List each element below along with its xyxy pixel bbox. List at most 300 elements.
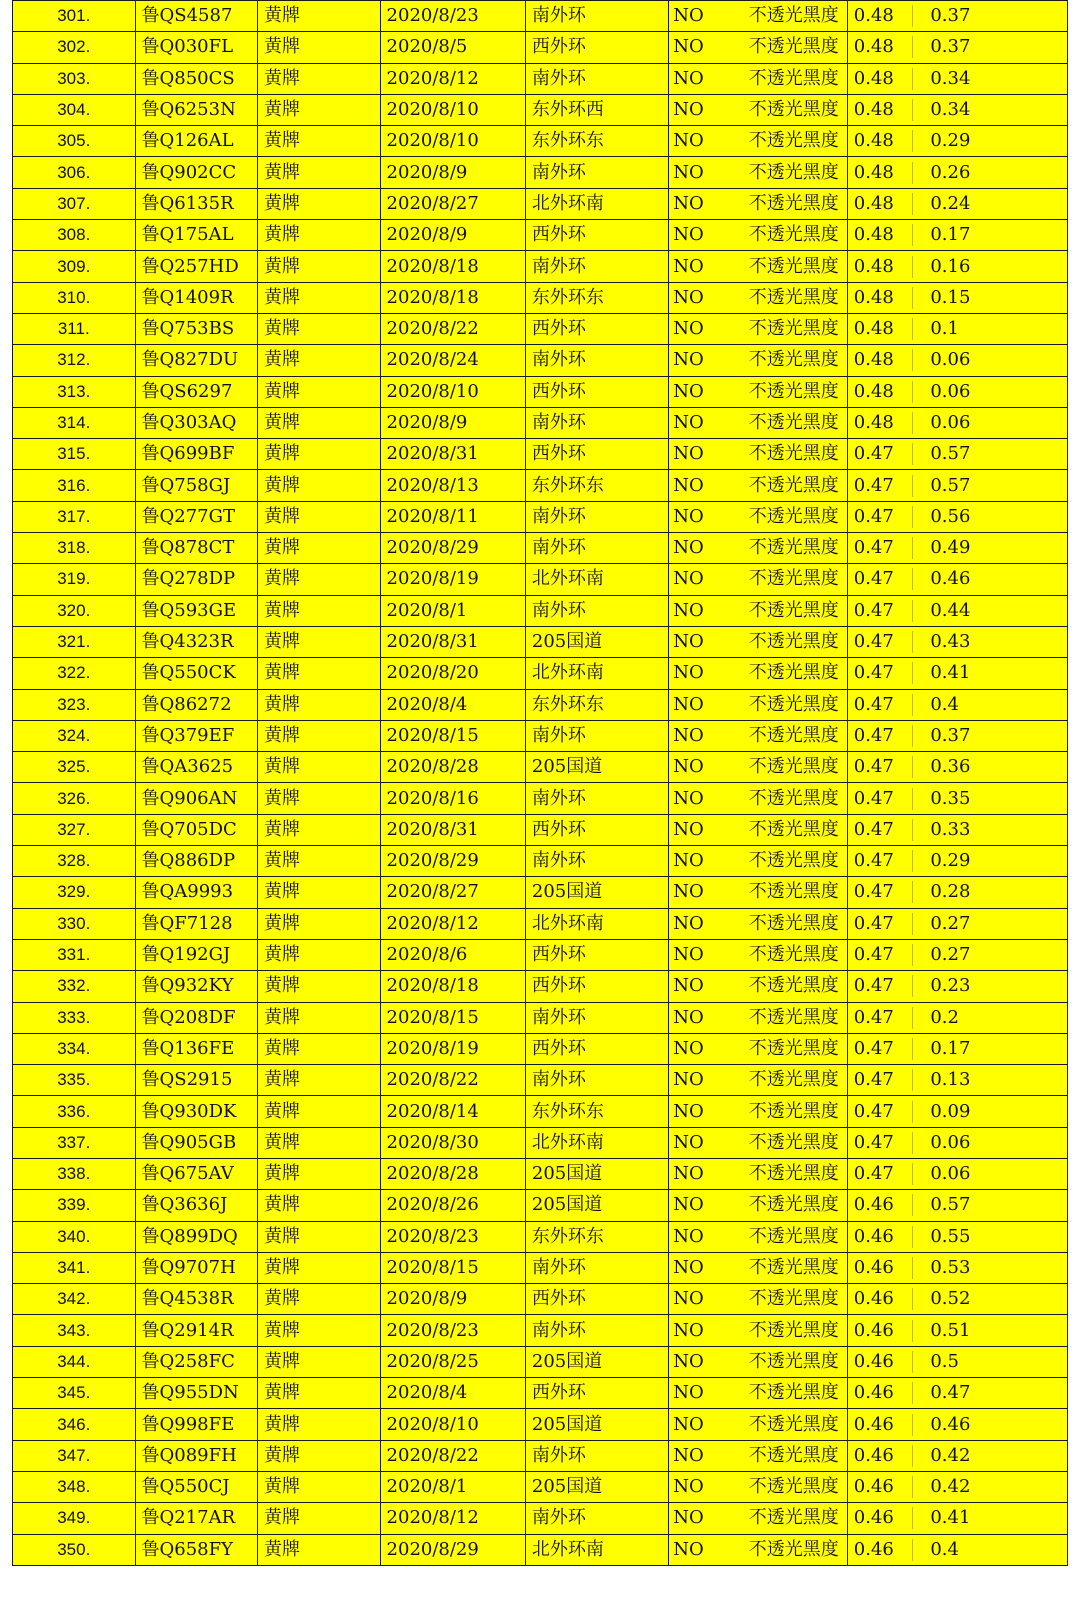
plate-color-cell: 黄牌 <box>258 626 381 657</box>
test-item-cell <box>669 1190 848 1221</box>
plate-color-cell: 黄牌 <box>258 313 381 344</box>
location-cell: 东外环东 <box>525 126 668 157</box>
plate-color-cell: 黄牌 <box>258 877 381 908</box>
location-cell: 南外环 <box>525 783 668 814</box>
date-cell: 2020/8/15 <box>380 720 525 751</box>
plate-number-cell: 鲁Q550CK <box>135 658 258 689</box>
test-item-cell <box>669 501 848 532</box>
plate-color-cell: 黄牌 <box>258 94 381 125</box>
value-separator <box>912 68 913 90</box>
value-separator <box>912 256 913 278</box>
value-secondary: 0.06 <box>930 380 971 402</box>
plate-number-cell: 鲁QF7128 <box>135 908 258 939</box>
test-item-cell <box>669 1221 848 1252</box>
row-index-cell: 337. <box>13 1127 136 1158</box>
test-type: 不透光黑度 <box>748 1194 839 1216</box>
date-cell: 2020/8/5 <box>380 32 525 63</box>
value-primary: 0.48 <box>853 67 894 89</box>
table-row <box>13 626 1068 657</box>
value-separator <box>912 287 913 309</box>
plate-number-cell: 鲁QA3625 <box>135 752 258 783</box>
table-row <box>13 1503 1068 1534</box>
test-type: 不透光黑度 <box>748 1350 839 1372</box>
pollutant-code: NO <box>673 850 704 872</box>
value-separator <box>912 443 913 465</box>
value-separator <box>912 568 913 590</box>
value-secondary: 0.26 <box>930 161 971 183</box>
location-cell: 东外环东 <box>525 1221 668 1252</box>
measured-values-cell <box>847 971 1067 1002</box>
value-primary: 0.48 <box>853 286 894 308</box>
value-primary: 0.47 <box>853 1100 894 1122</box>
test-type: 不透光黑度 <box>748 787 839 809</box>
plate-number-cell: 鲁Q257HD <box>135 251 258 282</box>
location-cell: 205国道 <box>525 1471 668 1502</box>
pollutant-code: NO <box>673 1382 704 1404</box>
plate-number-cell: 鲁Q4538R <box>135 1284 258 1315</box>
pollutant-code: NO <box>673 349 704 371</box>
table-row <box>13 564 1068 595</box>
measured-values-cell <box>847 783 1067 814</box>
plate-number-cell: 鲁Q3636J <box>135 1190 258 1221</box>
pollutant-code: NO <box>673 818 704 840</box>
measured-values-cell <box>847 1033 1067 1064</box>
value-primary: 0.47 <box>853 1163 894 1185</box>
row-index-cell: 316. <box>13 470 136 501</box>
location-cell: 北外环南 <box>525 1127 668 1158</box>
row-index-cell: 309. <box>13 251 136 282</box>
measured-values-cell <box>847 877 1067 908</box>
plate-number-cell: 鲁Q217AR <box>135 1503 258 1534</box>
value-primary: 0.48 <box>853 5 894 27</box>
location-cell: 东外环东 <box>525 470 668 501</box>
measured-values-cell <box>847 1440 1067 1471</box>
value-separator <box>912 662 913 684</box>
date-cell: 2020/8/29 <box>380 846 525 877</box>
value-separator <box>912 694 913 716</box>
value-primary: 0.47 <box>853 881 894 903</box>
location-cell: 205国道 <box>525 877 668 908</box>
date-cell: 2020/8/9 <box>380 220 525 251</box>
value-separator <box>912 5 913 27</box>
value-primary: 0.46 <box>853 1538 894 1560</box>
plate-color-cell: 黄牌 <box>258 1190 381 1221</box>
test-type: 不透光黑度 <box>748 881 839 903</box>
location-cell: 南外环 <box>525 533 668 564</box>
plate-color-cell: 黄牌 <box>258 1065 381 1096</box>
test-item-cell <box>669 1065 848 1096</box>
row-index-cell: 346. <box>13 1409 136 1440</box>
table-row <box>13 1221 1068 1252</box>
location-cell: 南外环 <box>525 1002 668 1033</box>
test-item-cell <box>669 157 848 188</box>
plate-number-cell: 鲁Q277GT <box>135 501 258 532</box>
date-cell: 2020/8/11 <box>380 501 525 532</box>
row-index-cell: 335. <box>13 1065 136 1096</box>
value-separator <box>912 944 913 966</box>
value-separator <box>912 1257 913 1279</box>
plate-color-cell: 黄牌 <box>258 971 381 1002</box>
test-item-cell <box>669 752 848 783</box>
table-body <box>13 1 1068 1566</box>
table-row <box>13 658 1068 689</box>
location-cell: 西外环 <box>525 814 668 845</box>
measured-values-cell <box>847 220 1067 251</box>
location-cell: 南外环 <box>525 1065 668 1096</box>
pollutant-code: NO <box>673 975 704 997</box>
plate-color-cell: 黄牌 <box>258 689 381 720</box>
value-primary: 0.46 <box>853 1350 894 1372</box>
measured-values-cell <box>847 752 1067 783</box>
test-type: 不透光黑度 <box>748 349 839 371</box>
value-secondary: 0.41 <box>930 662 971 684</box>
value-separator <box>912 1445 913 1467</box>
row-index-cell: 340. <box>13 1221 136 1252</box>
plate-number-cell: 鲁Q258FC <box>135 1346 258 1377</box>
test-item-cell <box>669 658 848 689</box>
plate-number-cell: 鲁Q699BF <box>135 439 258 470</box>
value-separator <box>912 36 913 58</box>
table-row <box>13 689 1068 720</box>
test-type: 不透光黑度 <box>748 99 839 121</box>
plate-number-cell: 鲁Q593GE <box>135 595 258 626</box>
value-secondary: 0.29 <box>930 850 971 872</box>
test-type: 不透光黑度 <box>748 850 839 872</box>
value-primary: 0.46 <box>853 1194 894 1216</box>
table-row <box>13 439 1068 470</box>
value-separator <box>912 1414 913 1436</box>
test-type: 不透光黑度 <box>748 975 839 997</box>
pollutant-code: NO <box>673 1476 704 1498</box>
value-separator <box>912 1101 913 1123</box>
table-row <box>13 251 1068 282</box>
measured-values-cell <box>847 720 1067 751</box>
value-secondary: 0.41 <box>930 1507 971 1529</box>
table-row <box>13 63 1068 94</box>
plate-number-cell: 鲁Q2914R <box>135 1315 258 1346</box>
location-cell: 205国道 <box>525 626 668 657</box>
date-cell: 2020/8/16 <box>380 783 525 814</box>
test-item-cell <box>669 1471 848 1502</box>
table-row <box>13 877 1068 908</box>
date-cell: 2020/8/1 <box>380 1471 525 1502</box>
measured-values-cell <box>847 626 1067 657</box>
value-separator <box>912 475 913 497</box>
value-separator <box>912 1132 913 1154</box>
measured-values-cell <box>847 345 1067 376</box>
test-type: 不透光黑度 <box>748 1319 839 1341</box>
plate-number-cell: 鲁Q4323R <box>135 626 258 657</box>
test-item-cell <box>669 564 848 595</box>
test-type: 不透光黑度 <box>748 255 839 277</box>
value-separator <box>912 1476 913 1498</box>
value-separator <box>912 381 913 403</box>
table-row <box>13 908 1068 939</box>
plate-color-cell: 黄牌 <box>258 1096 381 1127</box>
value-separator <box>912 1007 913 1029</box>
table-row <box>13 407 1068 438</box>
plate-number-cell: 鲁Q886DP <box>135 846 258 877</box>
test-type: 不透光黑度 <box>748 224 839 246</box>
test-item-cell <box>669 1252 848 1283</box>
plate-color-cell: 黄牌 <box>258 564 381 595</box>
date-cell: 2020/8/23 <box>380 1 525 32</box>
test-type: 不透光黑度 <box>748 599 839 621</box>
value-separator <box>912 506 913 528</box>
plate-color-cell: 黄牌 <box>258 407 381 438</box>
pollutant-code: NO <box>673 944 704 966</box>
row-index-cell: 327. <box>13 814 136 845</box>
plate-color-cell: 黄牌 <box>258 1315 381 1346</box>
test-type: 不透光黑度 <box>748 912 839 934</box>
value-separator <box>912 881 913 903</box>
location-cell: 南外环 <box>525 157 668 188</box>
value-primary: 0.48 <box>853 380 894 402</box>
plate-number-cell: 鲁Q932KY <box>135 971 258 1002</box>
value-separator <box>912 412 913 434</box>
table-row <box>13 188 1068 219</box>
table-row <box>13 1096 1068 1127</box>
measured-values-cell <box>847 1284 1067 1315</box>
plate-color-cell: 黄牌 <box>258 720 381 751</box>
location-cell: 南外环 <box>525 720 668 751</box>
measured-values-cell <box>847 1190 1067 1221</box>
measured-values-cell <box>847 564 1067 595</box>
date-cell: 2020/8/9 <box>380 407 525 438</box>
value-separator <box>912 1320 913 1342</box>
table-row <box>13 94 1068 125</box>
test-item-cell <box>669 626 848 657</box>
value-primary: 0.48 <box>853 318 894 340</box>
measured-values-cell <box>847 282 1067 313</box>
test-item-cell <box>669 783 848 814</box>
pollutant-code: NO <box>673 724 704 746</box>
pollutant-code: NO <box>673 1069 704 1091</box>
measured-values-cell <box>847 908 1067 939</box>
test-item-cell <box>669 1158 848 1189</box>
plate-color-cell: 黄牌 <box>258 1503 381 1534</box>
row-index-cell: 317. <box>13 501 136 532</box>
date-cell: 2020/8/4 <box>380 689 525 720</box>
test-item-cell <box>669 1440 848 1471</box>
location-cell: 南外环 <box>525 1503 668 1534</box>
pollutant-code: NO <box>673 1319 704 1341</box>
test-item-cell <box>669 407 848 438</box>
value-secondary: 0.09 <box>930 1100 971 1122</box>
table-row <box>13 126 1068 157</box>
value-separator <box>912 1163 913 1185</box>
date-cell: 2020/8/30 <box>380 1127 525 1158</box>
test-type: 不透光黑度 <box>748 474 839 496</box>
plate-number-cell: 鲁Q030FL <box>135 32 258 63</box>
value-secondary: 0.42 <box>930 1444 971 1466</box>
date-cell: 2020/8/29 <box>380 533 525 564</box>
date-cell: 2020/8/26 <box>380 1190 525 1221</box>
value-separator <box>912 318 913 340</box>
measured-values-cell <box>847 376 1067 407</box>
location-cell: 南外环 <box>525 345 668 376</box>
plate-number-cell: 鲁Q1409R <box>135 282 258 313</box>
table-row <box>13 470 1068 501</box>
row-index-cell: 318. <box>13 533 136 564</box>
row-index-cell: 307. <box>13 188 136 219</box>
value-secondary: 0.53 <box>930 1257 971 1279</box>
test-item-cell <box>669 939 848 970</box>
date-cell: 2020/8/31 <box>380 439 525 470</box>
pollutant-code: NO <box>673 1037 704 1059</box>
test-type: 不透光黑度 <box>748 318 839 340</box>
table-row <box>13 282 1068 313</box>
value-primary: 0.47 <box>853 975 894 997</box>
date-cell: 2020/8/6 <box>380 939 525 970</box>
measured-values-cell <box>847 1127 1067 1158</box>
value-primary: 0.47 <box>853 568 894 590</box>
value-primary: 0.48 <box>853 99 894 121</box>
test-item-cell <box>669 1409 848 1440</box>
row-index-cell: 348. <box>13 1471 136 1502</box>
test-type: 不透光黑度 <box>748 67 839 89</box>
value-secondary: 0.27 <box>930 944 971 966</box>
table-row <box>13 1284 1068 1315</box>
value-secondary: 0.37 <box>930 36 971 58</box>
plate-number-cell: 鲁QS4587 <box>135 1 258 32</box>
test-type: 不透光黑度 <box>748 505 839 527</box>
table-row <box>13 1346 1068 1377</box>
test-type: 不透光黑度 <box>748 1225 839 1247</box>
value-primary: 0.48 <box>853 224 894 246</box>
plate-number-cell: 鲁Q136FE <box>135 1033 258 1064</box>
value-secondary: 0.57 <box>930 443 971 465</box>
value-primary: 0.47 <box>853 912 894 934</box>
value-secondary: 0.27 <box>930 912 971 934</box>
value-secondary: 0.4 <box>930 1538 959 1560</box>
test-type: 不透光黑度 <box>748 1100 839 1122</box>
test-item-cell <box>669 846 848 877</box>
date-cell: 2020/8/1 <box>380 595 525 626</box>
pollutant-code: NO <box>673 412 704 433</box>
measured-values-cell <box>847 407 1067 438</box>
plate-number-cell: 鲁Q905GB <box>135 1127 258 1158</box>
plate-color-cell: 黄牌 <box>258 220 381 251</box>
value-secondary: 0.15 <box>930 286 971 308</box>
row-index-cell: 302. <box>13 32 136 63</box>
table-row <box>13 595 1068 626</box>
value-secondary: 0.16 <box>930 255 971 277</box>
measured-values-cell <box>847 1221 1067 1252</box>
plate-color-cell: 黄牌 <box>258 376 381 407</box>
value-primary: 0.46 <box>853 1288 894 1310</box>
plate-color-cell: 黄牌 <box>258 1252 381 1283</box>
value-secondary: 0.23 <box>930 975 971 997</box>
table-row <box>13 1158 1068 1189</box>
measured-values-cell <box>847 533 1067 564</box>
test-item-cell <box>669 877 848 908</box>
value-separator <box>912 1507 913 1529</box>
value-separator <box>912 975 913 997</box>
plate-color-cell: 黄牌 <box>258 345 381 376</box>
measured-values-cell <box>847 94 1067 125</box>
value-primary: 0.47 <box>853 693 894 715</box>
row-index-cell: 330. <box>13 908 136 939</box>
pollutant-code: NO <box>673 67 704 89</box>
test-type: 不透光黑度 <box>748 161 839 183</box>
value-primary: 0.46 <box>853 1444 894 1466</box>
value-secondary: 0.49 <box>930 537 971 559</box>
test-item-cell <box>669 188 848 219</box>
location-cell: 南外环 <box>525 846 668 877</box>
location-cell: 北外环南 <box>525 658 668 689</box>
test-type: 不透光黑度 <box>748 412 839 433</box>
measured-values-cell <box>847 126 1067 157</box>
value-primary: 0.47 <box>853 756 894 778</box>
plate-color-cell: 黄牌 <box>258 1033 381 1064</box>
value-secondary: 0.06 <box>930 412 971 433</box>
row-index-cell: 325. <box>13 752 136 783</box>
row-index-cell: 304. <box>13 94 136 125</box>
test-type: 不透光黑度 <box>748 1507 839 1529</box>
test-item-cell <box>669 126 848 157</box>
value-separator <box>912 1382 913 1404</box>
test-item-cell <box>669 814 848 845</box>
test-item-cell <box>669 971 848 1002</box>
location-cell: 205国道 <box>525 1158 668 1189</box>
plate-number-cell: 鲁Q998FE <box>135 1409 258 1440</box>
pollutant-code: NO <box>673 318 704 340</box>
row-index-cell: 306. <box>13 157 136 188</box>
measured-values-cell <box>847 1002 1067 1033</box>
pollutant-code: NO <box>673 5 704 27</box>
measured-values-cell <box>847 595 1067 626</box>
table-row <box>13 1409 1068 1440</box>
plate-color-cell: 黄牌 <box>258 752 381 783</box>
location-cell: 205国道 <box>525 752 668 783</box>
pollutant-code: NO <box>673 255 704 277</box>
row-index-cell: 336. <box>13 1096 136 1127</box>
test-type: 不透光黑度 <box>748 130 839 152</box>
pollutant-code: NO <box>673 286 704 308</box>
plate-color-cell: 黄牌 <box>258 1158 381 1189</box>
test-item-cell <box>669 94 848 125</box>
value-secondary: 0.46 <box>930 568 971 590</box>
row-index-cell: 343. <box>13 1315 136 1346</box>
test-item-cell <box>669 1002 848 1033</box>
value-primary: 0.47 <box>853 850 894 872</box>
test-item-cell <box>669 345 848 376</box>
plate-color-cell: 黄牌 <box>258 814 381 845</box>
table-row <box>13 1065 1068 1096</box>
plate-color-cell: 黄牌 <box>258 783 381 814</box>
plate-number-cell: 鲁Q9707H <box>135 1252 258 1283</box>
value-primary: 0.47 <box>853 1131 894 1153</box>
value-primary: 0.48 <box>853 130 894 152</box>
value-separator <box>912 600 913 622</box>
pollutant-code: NO <box>673 1131 704 1153</box>
measured-values-cell <box>847 939 1067 970</box>
measured-values-cell <box>847 1534 1067 1565</box>
table-row <box>13 376 1068 407</box>
date-cell: 2020/8/10 <box>380 94 525 125</box>
value-primary: 0.47 <box>853 505 894 527</box>
measured-values-cell <box>847 814 1067 845</box>
test-item-cell <box>669 313 848 344</box>
date-cell: 2020/8/10 <box>380 376 525 407</box>
date-cell: 2020/8/12 <box>380 1503 525 1534</box>
plate-color-cell: 黄牌 <box>258 908 381 939</box>
row-index-cell: 326. <box>13 783 136 814</box>
test-item-cell <box>669 470 848 501</box>
value-secondary: 0.06 <box>930 349 971 371</box>
row-index-cell: 344. <box>13 1346 136 1377</box>
